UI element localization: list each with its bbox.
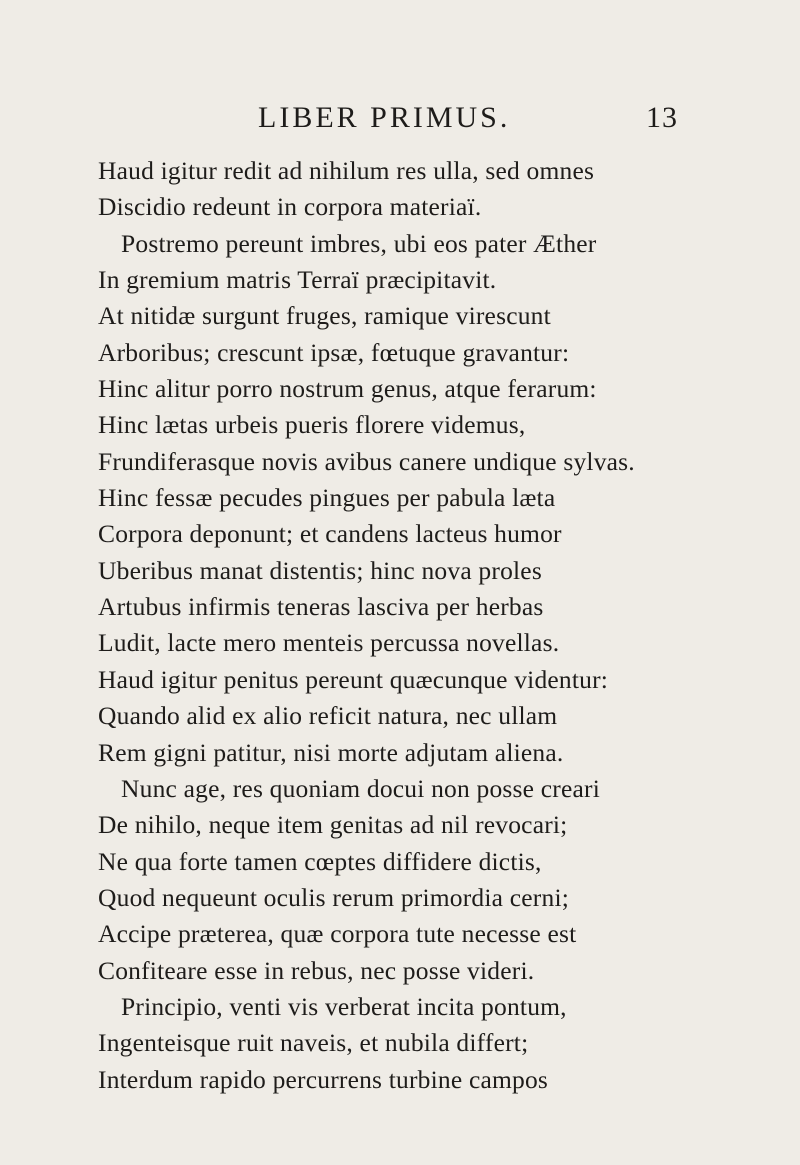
verse-line: Ne qua forte tamen cœptes diffidere dictis,	[98, 846, 542, 876]
verse-line: Artubus infirmis teneras lasciva per herbas	[98, 592, 544, 622]
verse-line: Hinc fessæ pecudes pingues per pabula læta	[98, 483, 556, 513]
verse-line: Quod nequeunt oculis rerum primordia cerni;	[98, 882, 570, 912]
verse-line: Discidio redeunt in corpora materiaï.	[98, 192, 482, 222]
verse-line: Haud igitur redit ad nihilum res ulla, sed omnes	[98, 156, 595, 185]
verse-line: Ludit, lacte mero menteis percussa novellas.	[98, 628, 560, 658]
verse-block	[0, 153, 800, 1098]
verse-line: Principio, venti vis verberat incita pontum,	[121, 991, 567, 1021]
page-number: 13	[646, 101, 678, 134]
verse-line: De nihilo, neque item genitas ad nil revocari;	[98, 810, 568, 840]
verse-line: In gremium matris Terraï præcipitavit.	[98, 265, 497, 295]
verse-line: Arboribus; crescunt ipsæ, fœtuque gravantur:	[98, 337, 570, 367]
verse-line: Postremo pereunt imbres, ubi eos pater Æther	[121, 228, 597, 258]
verse-line: Hinc lætas urbeis pueris florere videmus,	[98, 410, 526, 440]
running-title: LIBER PRIMUS.	[258, 101, 511, 134]
running-head	[258, 98, 678, 138]
verse-line: Corpora deponunt; et candens lacteus humor	[98, 519, 562, 549]
verse-line: At nitidæ surgunt fruges, ramique virescunt	[98, 301, 551, 331]
verse-line: Uberibus manat distentis; hinc nova proles	[98, 555, 542, 585]
verse-line: Haud igitur penitus pereunt quæcunque videntur:	[98, 664, 609, 694]
verse-line: Nunc age, res quoniam docui non posse creari	[121, 773, 600, 803]
verse-line: Quando alid ex alio reficit natura, nec ullam	[98, 701, 558, 731]
verse-line: Rem gigni patitur, nisi morte adjutam aliena.	[98, 737, 564, 767]
verse-line: Interdum rapido percurrens turbine campos	[98, 1064, 549, 1094]
verse-line: Frundiferasque novis avibus canere undique sylvas.	[98, 446, 635, 476]
verse-line: Hinc alitur porro nostrum genus, atque ferarum:	[98, 374, 597, 404]
verse-line: Accipe præterea, quæ corpora tute necesse est	[98, 919, 577, 949]
verse-line: Ingenteisque ruit naveis, et nubila differt;	[98, 1028, 529, 1058]
verse-line: Confiteare esse in rebus, nec posse videri.	[98, 955, 535, 985]
